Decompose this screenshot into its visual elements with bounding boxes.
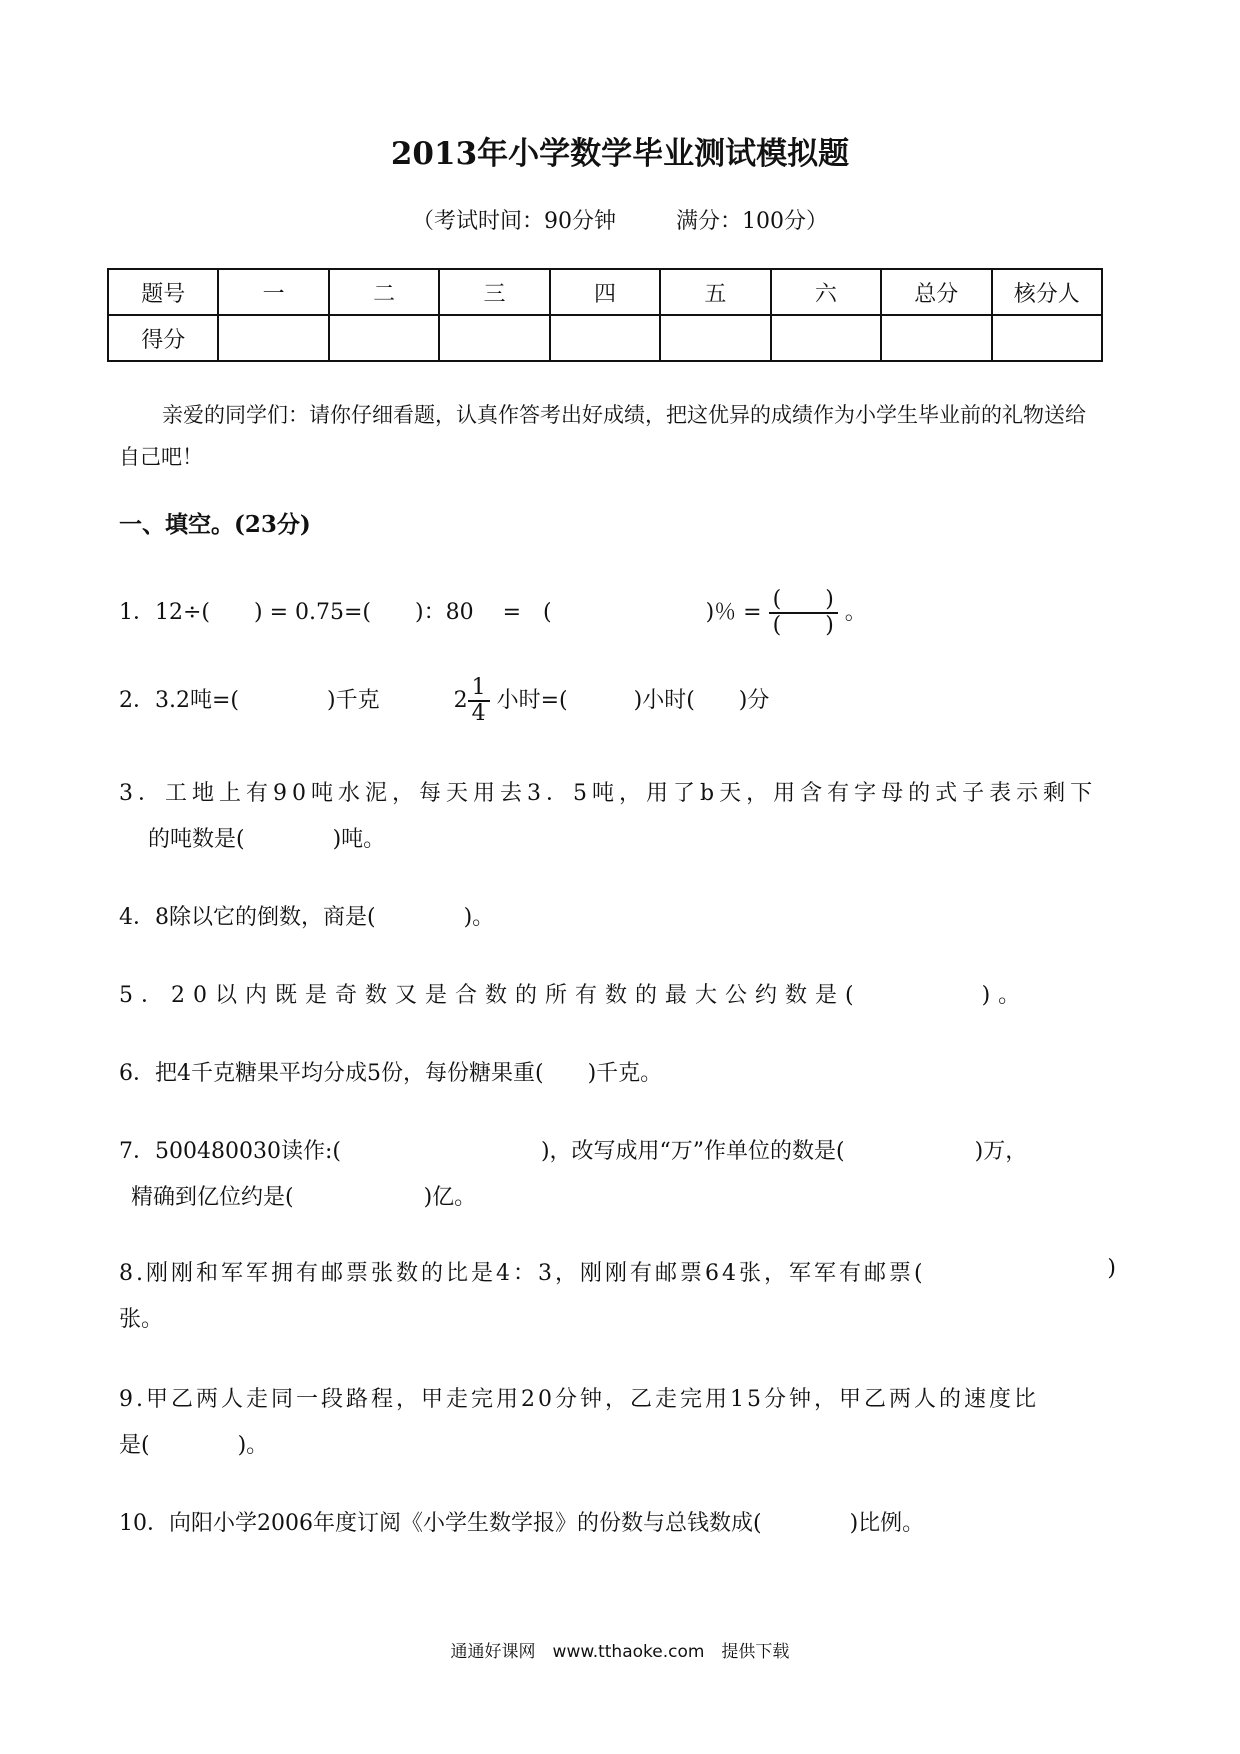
score-cell[interactable] xyxy=(992,315,1103,361)
footer-download-note: 通通好课网 www.tthaoke.com 提供下载 xyxy=(450,1642,790,1662)
score-row-label: 得分 xyxy=(108,315,218,361)
exam-time: （考试时间：90分钟 xyxy=(412,209,616,234)
score-cell[interactable] xyxy=(771,315,881,361)
question-7-round-unit: )亿。 xyxy=(423,1185,477,1210)
exam-full-score: 满分：100分） xyxy=(676,209,828,234)
intro-line-2: 自己吧！ xyxy=(119,445,203,469)
score-table-header-row xyxy=(108,269,1102,315)
score-cell[interactable] xyxy=(329,315,439,361)
question-9-line-2: 是( )。 xyxy=(119,1433,269,1458)
question-7-read-label: 7．500480030读作:( xyxy=(119,1139,341,1164)
score-cell[interactable] xyxy=(660,315,770,361)
intro-line-1: 亲爱的同学们：请你仔细看题，认真作答考出好成绩，把这优异的成绩作为小学生毕业前的礼物送给 xyxy=(162,403,1086,427)
question-8-line-2: 张。 xyxy=(119,1307,164,1332)
question-2-text: 2．3.2吨=( )千克 xyxy=(119,688,380,714)
question-1-end: 。 xyxy=(844,600,867,626)
score-table-header-cell: 五 xyxy=(660,269,770,315)
score-table-score-row xyxy=(108,315,1102,361)
fraction-numerator[interactable]: ( ) xyxy=(769,588,838,614)
question-3-line-2: 的吨数是( )吨。 xyxy=(148,827,386,852)
question-6: 6．把4千克糖果平均分成5份，每份糖果重( )千克。 xyxy=(119,1061,663,1086)
question-1-fraction xyxy=(769,588,838,638)
score-table-header-cell: 六 xyxy=(771,269,881,315)
question-2-rest: 小时=( )小时( )分 xyxy=(496,688,770,714)
score-table-header-cell: 三 xyxy=(439,269,549,315)
score-table-header-cell: 题号 xyxy=(108,269,218,315)
fraction-denominator[interactable]: ( ) xyxy=(772,613,834,639)
question-2 xyxy=(119,676,769,726)
question-7-rewrite-label: )，改写成用“万”作单位的数是( xyxy=(540,1139,845,1164)
mixed-whole: 2 xyxy=(453,688,468,714)
page-title: 2013年小学数学毕业测试模拟题 xyxy=(390,136,850,172)
question-8-close: ) xyxy=(1107,1256,1119,1281)
section-heading-fill-blank: 一、填空。(23分) xyxy=(119,511,311,538)
score-cell[interactable] xyxy=(881,315,991,361)
question-5: 5．20以内既是奇数又是合数的所有数的最大公约数是( )。 xyxy=(119,983,1029,1008)
score-table xyxy=(107,268,1103,362)
mixed-fraction xyxy=(468,676,490,726)
question-2-mixed-number xyxy=(453,675,497,727)
fraction-denominator: 4 xyxy=(471,701,486,727)
question-7-unit: )万， xyxy=(974,1139,1028,1164)
question-1-text: 1．12÷( ) = 0.75=( )：80 = ( )％ = xyxy=(119,600,762,626)
question-4: 4．8除以它的倒数，商是( )。 xyxy=(119,905,495,930)
score-table-header-cell: 一 xyxy=(218,269,328,315)
question-7-round-label: 精确到亿位约是( xyxy=(131,1185,294,1210)
fraction-numerator: 1 xyxy=(468,676,490,702)
question-3-line-1: 3．工地上有90吨水泥，每天用去3．5吨，用了b天，用含有字母的式子表示剩下 xyxy=(119,781,1098,806)
question-8-text: 8.刚刚和军军拥有邮票张数的比是4：3，刚刚有邮票64张，军军有邮票( xyxy=(119,1261,926,1286)
question-9-line-1: 9.甲乙两人走同一段路程，甲走完用20分钟，乙走完用15分钟，甲乙两人的速度比 xyxy=(119,1387,1039,1412)
question-10: 10．向阳小学2006年度订阅《小学生数学报》的份数与总钱数成( )比例。 xyxy=(119,1511,925,1536)
score-cell[interactable] xyxy=(550,315,660,361)
score-cell[interactable] xyxy=(218,315,328,361)
score-table-header-cell: 二 xyxy=(329,269,439,315)
score-cell[interactable] xyxy=(439,315,549,361)
exam-info xyxy=(0,204,1240,235)
question-8-line-1 xyxy=(119,1256,1119,1287)
question-1 xyxy=(119,588,867,638)
question-7-line-1 xyxy=(119,1134,1027,1165)
score-table-header-cell: 核分人 xyxy=(992,269,1103,315)
score-table-header-cell: 总分 xyxy=(881,269,991,315)
question-7-line-2 xyxy=(131,1180,476,1211)
score-table-header-cell: 四 xyxy=(550,269,660,315)
